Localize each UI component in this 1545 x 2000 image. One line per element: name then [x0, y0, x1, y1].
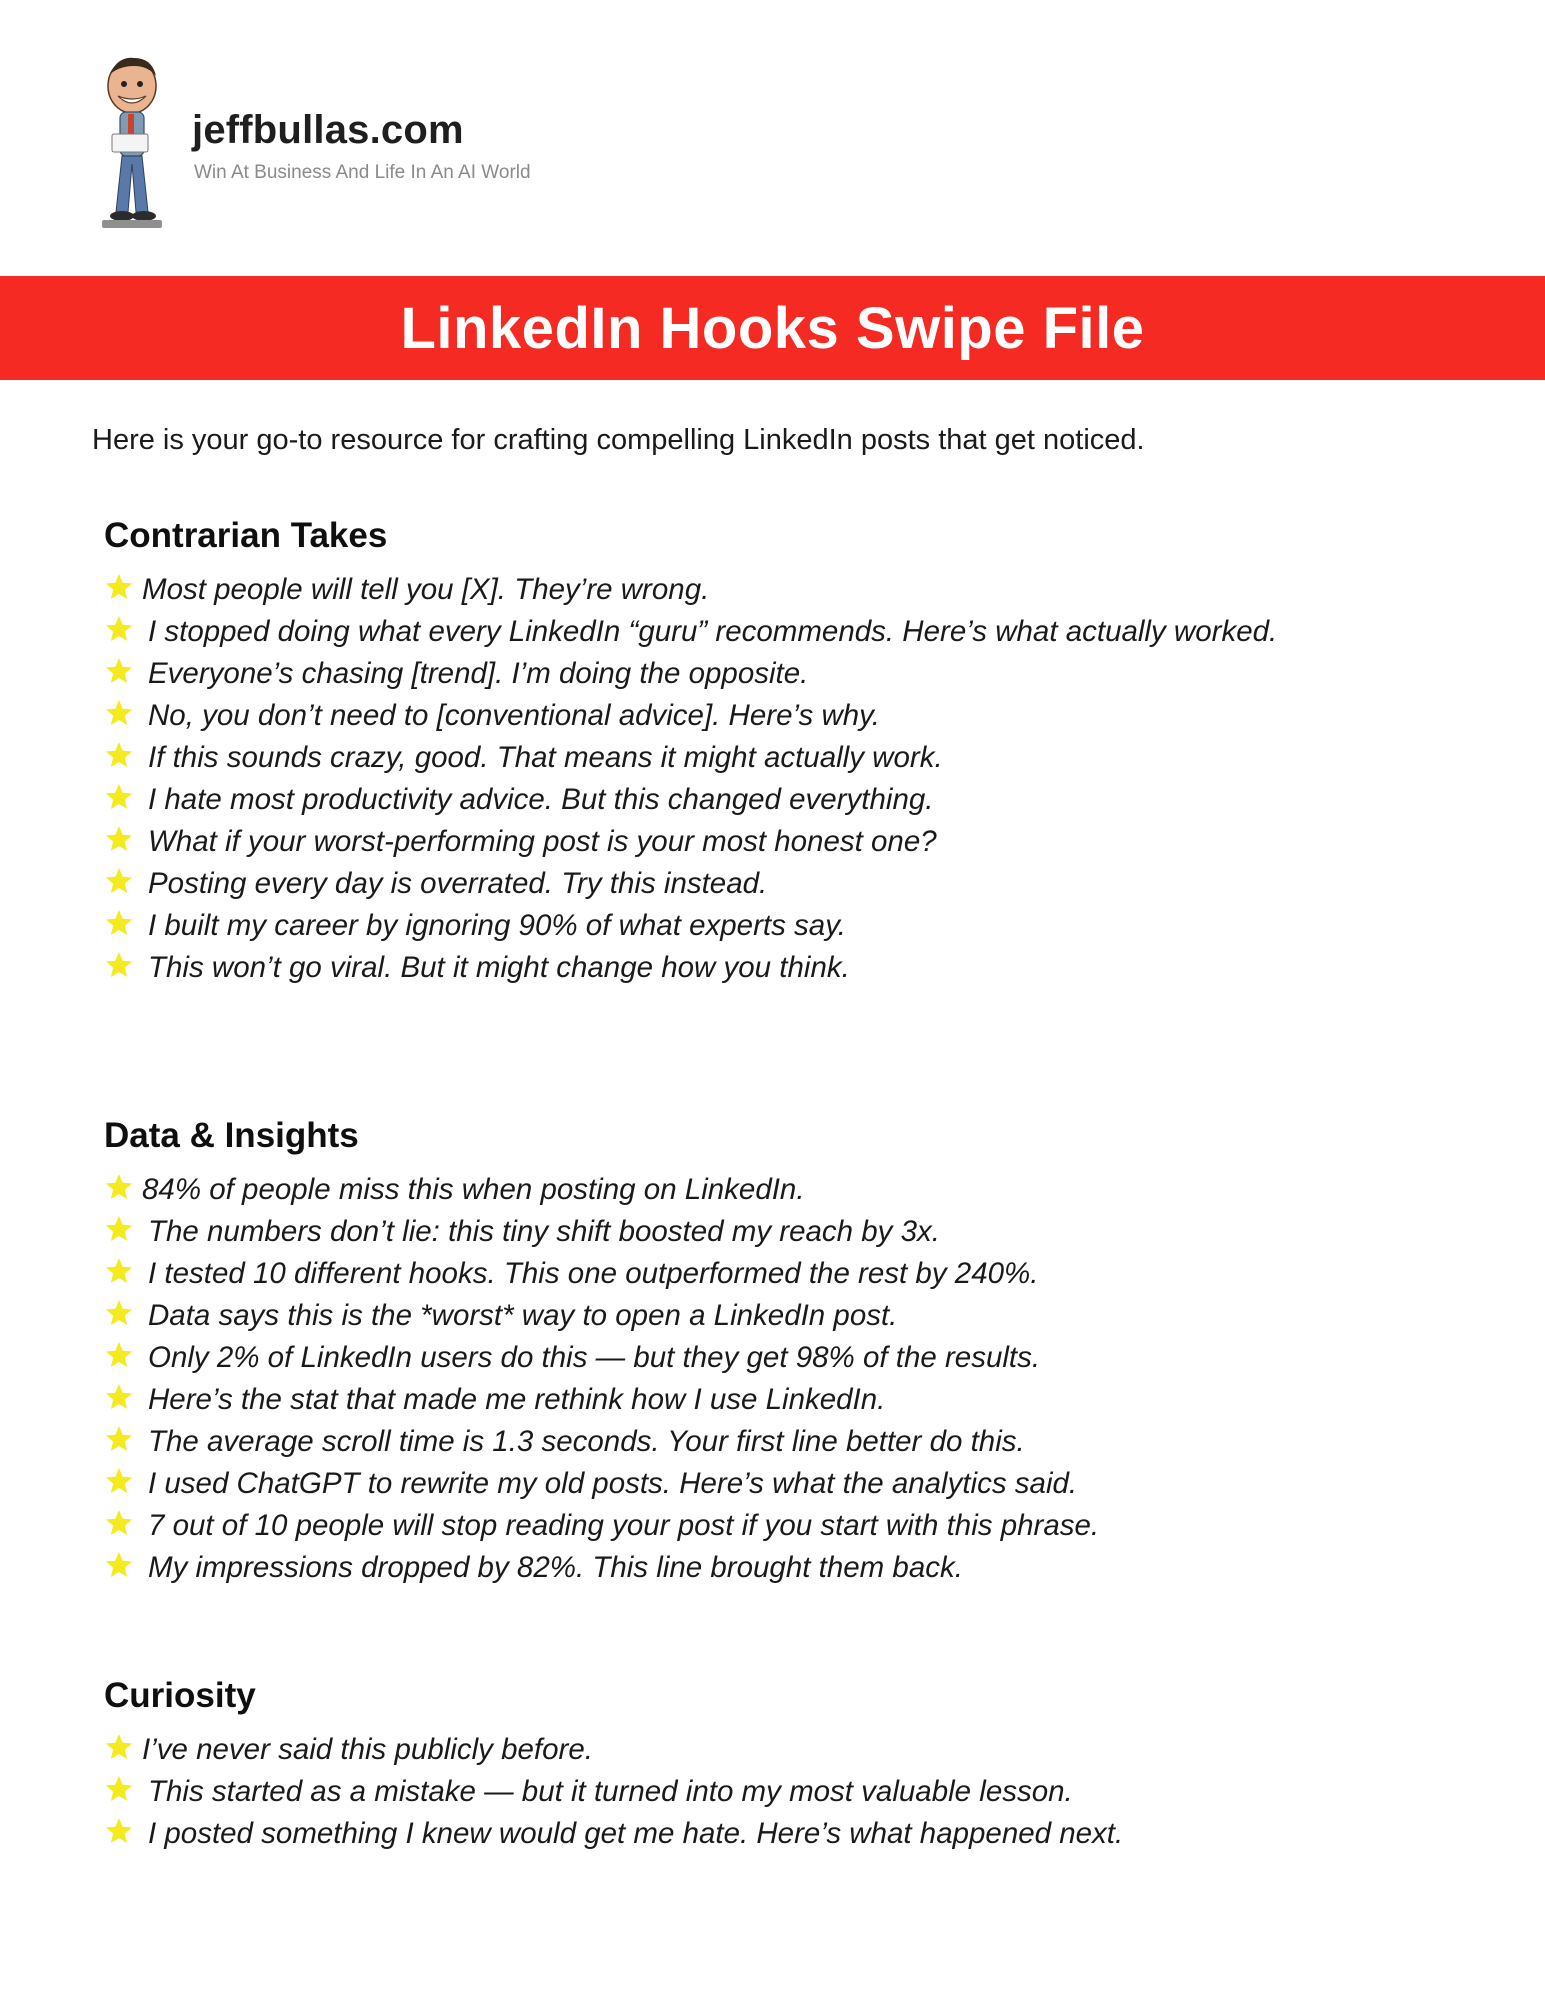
hook-text: If this sounds crazy, good. That means it might actually work.: [148, 741, 943, 774]
star-icon: [104, 1382, 134, 1412]
intro-text: Here is your go-to resource for crafting compelling LinkedIn posts that get noticed.: [92, 424, 1145, 456]
hook-text: What if your worst-performing post is your most honest one?: [148, 825, 937, 858]
hook-text: Everyone’s chasing [trend]. I’m doing the opposite.: [148, 657, 809, 690]
list-item: [104, 1296, 1464, 1335]
hook-text: This won’t go viral. But it might change how you think.: [148, 951, 850, 984]
section-title: Curiosity: [104, 1676, 256, 1715]
star-icon: [104, 698, 134, 728]
list-item: [104, 654, 1464, 693]
hook-list: [104, 1170, 1464, 1587]
section-data-insights: [104, 1112, 1464, 1590]
list-item: [104, 1772, 1464, 1811]
list-item: [104, 738, 1464, 777]
hook-text: Only 2% of LinkedIn users do this — but they get 98% of the results.: [148, 1341, 1041, 1374]
hook-list: [104, 1730, 1464, 1853]
star-icon: [104, 824, 134, 854]
hook-text: This started as a mistake — but it turned into my most valuable lesson.: [148, 1775, 1073, 1808]
star-icon: [104, 866, 134, 896]
star-icon: [104, 1774, 134, 1804]
hook-text: Posting every day is overrated. Try this instead.: [148, 867, 768, 900]
hook-text: The average scroll time is 1.3 seconds. Your first line better do this.: [148, 1425, 1025, 1458]
list-item: [104, 822, 1464, 861]
hook-text: I posted something I knew would get me hate. Here’s what happened next.: [148, 1817, 1124, 1850]
hook-text: The numbers don’t lie: this tiny shift boosted my reach by 3x.: [148, 1215, 940, 1248]
hook-text: 7 out of 10 people will stop reading your post if you start with this phrase.: [148, 1509, 1100, 1542]
hook-text: I tested 10 different hooks. This one outperformed the rest by 240%.: [148, 1257, 1039, 1290]
list-item: [104, 906, 1464, 945]
hook-text: Here’s the stat that made me rethink how I use LinkedIn.: [148, 1383, 886, 1416]
star-icon: [104, 1256, 134, 1286]
star-icon: [104, 1732, 134, 1762]
star-icon: [104, 1214, 134, 1244]
hook-list: [104, 570, 1464, 987]
list-item: [104, 1506, 1464, 1545]
brand-tagline: Win At Business And Life In An AI World: [194, 162, 531, 183]
star-icon: [104, 1424, 134, 1454]
star-icon: [104, 1298, 134, 1328]
star-icon: [104, 782, 134, 812]
list-item: [104, 612, 1464, 651]
star-icon: [104, 656, 134, 686]
page-title: LinkedIn Hooks Swipe File: [400, 295, 1145, 361]
list-item: [104, 1548, 1464, 1587]
brand-name: jeffbullas.com: [192, 108, 464, 152]
star-icon: [104, 1172, 134, 1202]
star-icon: [104, 572, 134, 602]
section-title: Data & Insights: [104, 1116, 359, 1155]
list-item: [104, 1254, 1464, 1293]
star-icon: [104, 950, 134, 980]
section-title: Contrarian Takes: [104, 516, 388, 555]
star-icon: [104, 908, 134, 938]
hook-text: My impressions dropped by 82%. This line brought them back.: [148, 1551, 963, 1584]
list-item: [104, 1338, 1464, 1377]
list-item: [104, 780, 1464, 819]
list-item: [104, 1212, 1464, 1251]
list-item: [104, 1380, 1464, 1419]
hook-text: Data says this is the *worst* way to open a LinkedIn post.: [148, 1299, 898, 1332]
section-curiosity: [104, 1672, 1464, 1856]
hook-text: No, you don’t need to [conventional advice]. Here’s why.: [148, 699, 880, 732]
hook-text: I hate most productivity advice. But this changed everything.: [148, 783, 934, 816]
site-logo[interactable]: [98, 52, 568, 232]
list-item: [104, 864, 1464, 903]
star-icon: [104, 1550, 134, 1580]
list-item: [104, 1464, 1464, 1503]
avatar: [98, 52, 168, 232]
hook-text: Most people will tell you [X]. They’re wrong.: [142, 573, 710, 606]
star-icon: [104, 740, 134, 770]
hook-text: I stopped doing what every LinkedIn “guru” recommends. Here’s what actually worked.: [148, 615, 1278, 648]
title-banner: [0, 276, 1545, 380]
list-item: [104, 948, 1464, 987]
star-icon: [104, 1508, 134, 1538]
star-icon: [104, 1466, 134, 1496]
section-contrarian-takes: [104, 512, 1464, 990]
hook-text: 84% of people miss this when posting on LinkedIn.: [142, 1173, 805, 1206]
hook-text: I used ChatGPT to rewrite my old posts. Here’s what the analytics said.: [148, 1467, 1078, 1500]
list-item: [104, 1814, 1464, 1853]
list-item: [104, 1170, 1464, 1209]
list-item: [104, 696, 1464, 735]
list-item: [104, 570, 1464, 609]
star-icon: [104, 614, 134, 644]
list-item: [104, 1730, 1464, 1769]
hook-text: I built my career by ignoring 90% of what experts say.: [148, 909, 846, 942]
star-icon: [104, 1340, 134, 1370]
star-icon: [104, 1816, 134, 1846]
hook-text: I’ve never said this publicly before.: [142, 1733, 593, 1766]
list-item: [104, 1422, 1464, 1461]
